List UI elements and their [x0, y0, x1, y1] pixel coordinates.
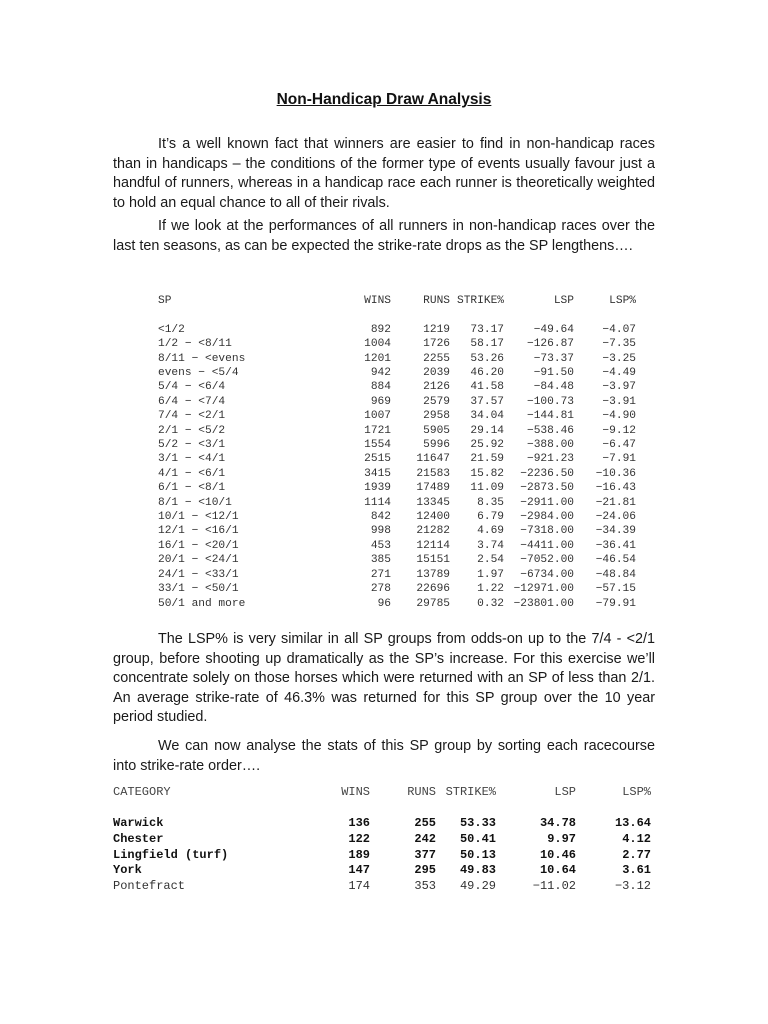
- table-cell: Lingfield (turf): [113, 847, 229, 862]
- table-row: [113, 832, 651, 848]
- table-cell: SP: [158, 295, 172, 307]
- table-cell: −126.87: [527, 338, 574, 351]
- table-header: [158, 294, 636, 308]
- table-cell: −3.97: [602, 381, 636, 394]
- table-cell: 17489: [416, 482, 450, 495]
- table-cell: 2579: [423, 395, 450, 408]
- table-cell: −23801.00: [513, 597, 574, 610]
- table-cell: 21583: [416, 467, 450, 480]
- table-cell: 29785: [416, 597, 450, 610]
- table-row: [158, 438, 636, 452]
- table-cell: 9.97: [547, 831, 576, 846]
- performance-paragraph: If we look at the performances of all runners in non-handicap races over the last ten seasons, as can be expected the strike-rate drops as the SP lengthens….: [113, 218, 655, 254]
- table-spacer: [158, 308, 636, 322]
- table-cell: −7052.00: [520, 554, 574, 567]
- table-row: [158, 524, 636, 538]
- table-cell: 6/4 − <7/4: [158, 395, 226, 408]
- table-cell: 50.13: [459, 847, 496, 862]
- table-row: [113, 848, 651, 864]
- table-cell: −7.35: [602, 338, 636, 351]
- table-cell: 50/1 and more: [158, 597, 246, 610]
- table-row: [113, 816, 651, 832]
- table-row: [158, 395, 636, 409]
- table-cell: <1/2: [158, 323, 185, 336]
- table-cell: −2236.50: [520, 467, 574, 480]
- table-cell: 34.04: [470, 410, 504, 423]
- table-row: [158, 510, 636, 524]
- table-cell: −3.12: [614, 879, 651, 894]
- table-cell: −6.47: [602, 439, 636, 452]
- table-cell: 12400: [416, 511, 450, 524]
- table-cell: Chester: [113, 831, 164, 846]
- table-cell: 3.61: [622, 863, 651, 878]
- intro-paragraph: It’s a well known fact that winners are easier to find in non-handicap races than in handicaps – the conditions of the former type of events usually favour just a handful of runners, whereas in a handicap race each runner is theoretically weighted to hold an equal chance to all of their rivals.: [113, 136, 655, 211]
- table-cell: 11647: [416, 453, 450, 466]
- table-cell: 385: [370, 554, 391, 567]
- table-cell: 6/1 − <8/1: [158, 482, 226, 495]
- table-cell: 8.35: [477, 496, 504, 509]
- table-cell: 12114: [416, 539, 450, 552]
- table-cell: −10.36: [595, 467, 636, 480]
- table-cell: 1.97: [477, 568, 504, 581]
- table-cell: 10/1 − <12/1: [158, 511, 239, 524]
- table-cell: 49.83: [459, 863, 496, 878]
- table-cell: 25.92: [470, 439, 504, 452]
- table-cell: STRIKE%: [445, 785, 496, 799]
- table-cell: −4.49: [602, 367, 636, 380]
- table-cell: −538.46: [527, 424, 574, 437]
- table-cell: 20/1 − <24/1: [158, 554, 239, 567]
- table-cell: 4/1 − <6/1: [158, 467, 226, 480]
- table-cell: 353: [414, 879, 436, 894]
- table-cell: 8/1 − <10/1: [158, 496, 232, 509]
- table-cell: 24/1 − <33/1: [158, 568, 239, 581]
- table-cell: 892: [370, 323, 391, 336]
- table-cell: 122: [348, 831, 370, 846]
- table-row: [158, 380, 636, 394]
- table-cell: −4411.00: [520, 539, 574, 552]
- table-cell: 6.79: [477, 511, 504, 524]
- table-cell: CATEGORY: [113, 785, 171, 799]
- table-cell: −921.23: [527, 453, 574, 466]
- table-cell: 53.33: [459, 815, 496, 830]
- table-cell: 21.59: [470, 453, 504, 466]
- table-cell: −34.39: [595, 525, 636, 538]
- table-cell: 1.22: [477, 583, 504, 596]
- table-cell: 15.82: [470, 467, 504, 480]
- table-cell: 21282: [416, 525, 450, 538]
- table-cell: −3.91: [602, 395, 636, 408]
- table-cell: evens − <5/4: [158, 367, 239, 380]
- table-row: [158, 597, 636, 611]
- table-cell: 49.29: [459, 879, 496, 894]
- table-cell: STRIKE%: [457, 295, 504, 307]
- table-cell: 3.74: [477, 539, 504, 552]
- table-cell: 278: [370, 583, 391, 596]
- table-cell: 1007: [364, 410, 391, 423]
- table-cell: −7318.00: [520, 525, 574, 538]
- table-spacer: [113, 801, 651, 816]
- table-cell: 46.20: [470, 367, 504, 380]
- table-cell: RUNS: [423, 295, 450, 307]
- table-cell: 2515: [364, 453, 391, 466]
- table-cell: RUNS: [407, 785, 436, 799]
- table-cell: 377: [414, 847, 436, 862]
- table-cell: 5/2 − <3/1: [158, 439, 226, 452]
- table-cell: 1/2 − <8/11: [158, 338, 232, 351]
- table-cell: LSP: [553, 295, 574, 307]
- table-cell: −388.00: [527, 439, 574, 452]
- table-cell: 33/1 − <50/1: [158, 583, 239, 596]
- table-cell: 969: [370, 395, 391, 408]
- table-cell: 5996: [423, 439, 450, 452]
- table-cell: −24.06: [595, 511, 636, 524]
- table-row: [158, 323, 636, 337]
- table-cell: 8/11 − <evens: [158, 352, 246, 365]
- table-cell: 29.14: [470, 424, 504, 437]
- lsp-paragraph: The LSP% is very similar in all SP groups from odds-on up to the 7/4 - <2/1 group, before shooting up dramatically as the SP’s increase. For this exercise we’ll concentrate solely on those horses which were returned with an SP of less than 2/1. An average strike-rate of 46.3% was returned for this SP group over the 10 year period studied.: [113, 631, 655, 725]
- table-cell: 174: [348, 879, 370, 894]
- table-cell: 2.54: [477, 554, 504, 567]
- table-cell: 5/4 − <6/4: [158, 381, 226, 394]
- table-cell: −84.48: [533, 381, 574, 394]
- table-cell: −7.91: [602, 453, 636, 466]
- table-cell: 3/1 − <4/1: [158, 453, 226, 466]
- table-cell: −4.07: [602, 323, 636, 336]
- table-cell: 1219: [423, 323, 450, 336]
- table-cell: 884: [370, 381, 391, 394]
- table-cell: −4.90: [602, 410, 636, 423]
- table-cell: 453: [370, 539, 391, 552]
- table-cell: −21.81: [595, 496, 636, 509]
- table-cell: 1114: [364, 496, 391, 509]
- table-row: [113, 863, 651, 879]
- table-row: [158, 337, 636, 351]
- category-table: [113, 785, 651, 895]
- table-cell: −11.02: [532, 879, 576, 894]
- table-cell: 1721: [364, 424, 391, 437]
- table-cell: 2958: [423, 410, 450, 423]
- table-cell: 2039: [423, 367, 450, 380]
- table-cell: 998: [370, 525, 391, 538]
- table-cell: 10.46: [539, 847, 576, 862]
- table-cell: −48.84: [595, 568, 636, 581]
- table-cell: −12971.00: [513, 583, 574, 596]
- table-row: [158, 539, 636, 553]
- table-cell: 295: [414, 863, 436, 878]
- table-row: [158, 452, 636, 466]
- table-cell: 2/1 − <5/2: [158, 424, 226, 437]
- table-header: [113, 785, 651, 801]
- table-cell: −144.81: [527, 410, 574, 423]
- table-row: [158, 352, 636, 366]
- table-cell: 147: [348, 863, 370, 878]
- table-cell: 1726: [423, 338, 450, 351]
- table-cell: LSP%: [622, 785, 651, 799]
- table-cell: 34.78: [539, 815, 576, 830]
- table-cell: 13345: [416, 496, 450, 509]
- table-cell: 96: [377, 597, 391, 610]
- table-cell: 5905: [423, 424, 450, 437]
- table-cell: 2255: [423, 352, 450, 365]
- table-cell: 4.69: [477, 525, 504, 538]
- table-cell: 189: [348, 847, 370, 862]
- sp-table: [158, 294, 636, 611]
- table-cell: 41.58: [470, 381, 504, 394]
- table-cell: −100.73: [527, 395, 574, 408]
- table-cell: 13.64: [614, 815, 651, 830]
- table-cell: 1201: [364, 352, 391, 365]
- table-cell: York: [113, 863, 142, 878]
- table-cell: 22696: [416, 583, 450, 596]
- table-row: [158, 568, 636, 582]
- page-title: Non-Handicap Draw Analysis: [276, 91, 492, 108]
- table-cell: −36.41: [595, 539, 636, 552]
- table-cell: 0.32: [477, 597, 504, 610]
- table-row: [158, 582, 636, 596]
- table-cell: WINS: [364, 295, 391, 307]
- table-row: [158, 467, 636, 481]
- table-cell: 255: [414, 815, 436, 830]
- table-row: [158, 366, 636, 380]
- table-cell: −2873.50: [520, 482, 574, 495]
- table-cell: 842: [370, 511, 391, 524]
- table-cell: 12/1 − <16/1: [158, 525, 239, 538]
- table-cell: 13789: [416, 568, 450, 581]
- table-cell: Warwick: [113, 815, 164, 830]
- table-cell: 271: [370, 568, 391, 581]
- table-cell: Pontefract: [113, 879, 186, 894]
- table-row: [158, 409, 636, 423]
- table-cell: 10.64: [539, 863, 576, 878]
- table-row: [113, 879, 651, 895]
- table-cell: 2.77: [622, 847, 651, 862]
- table-cell: 11.09: [470, 482, 504, 495]
- table-cell: −91.50: [533, 367, 574, 380]
- table-cell: 2126: [423, 381, 450, 394]
- table-cell: −57.15: [595, 583, 636, 596]
- table-cell: −9.12: [602, 424, 636, 437]
- table-cell: 37.57: [470, 395, 504, 408]
- table-cell: 58.17: [470, 338, 504, 351]
- table-cell: 942: [370, 367, 391, 380]
- table-cell: −46.54: [595, 554, 636, 567]
- table-row: [158, 481, 636, 495]
- table-cell: 1554: [364, 439, 391, 452]
- table-cell: 136: [348, 815, 370, 830]
- table-cell: −16.43: [595, 482, 636, 495]
- table-cell: 4.12: [622, 831, 651, 846]
- table-row: [158, 424, 636, 438]
- table-cell: −3.25: [602, 352, 636, 365]
- table-row: [158, 553, 636, 567]
- table-cell: 53.26: [470, 352, 504, 365]
- table-cell: 50.41: [459, 831, 496, 846]
- table-cell: −73.37: [533, 352, 574, 365]
- table-cell: −2984.00: [520, 511, 574, 524]
- table-cell: 3415: [364, 467, 391, 480]
- table-cell: 1004: [364, 338, 391, 351]
- table-cell: 1939: [364, 482, 391, 495]
- table-cell: 242: [414, 831, 436, 846]
- table-cell: −49.64: [533, 323, 574, 336]
- table-row: [158, 496, 636, 510]
- table-cell: −79.91: [595, 597, 636, 610]
- table-cell: LSP%: [609, 295, 636, 307]
- table-cell: WINS: [341, 785, 370, 799]
- table-cell: −6734.00: [520, 568, 574, 581]
- table-cell: 15151: [416, 554, 450, 567]
- table-cell: 16/1 − <20/1: [158, 539, 239, 552]
- table-cell: LSP: [554, 785, 576, 799]
- table-cell: 7/4 − <2/1: [158, 410, 226, 423]
- table-cell: −2911.00: [520, 496, 574, 509]
- analysis-paragraph: We can now analyse the stats of this SP group by sorting each racecourse into strike-rate order….: [113, 738, 655, 774]
- table-cell: 73.17: [470, 323, 504, 336]
